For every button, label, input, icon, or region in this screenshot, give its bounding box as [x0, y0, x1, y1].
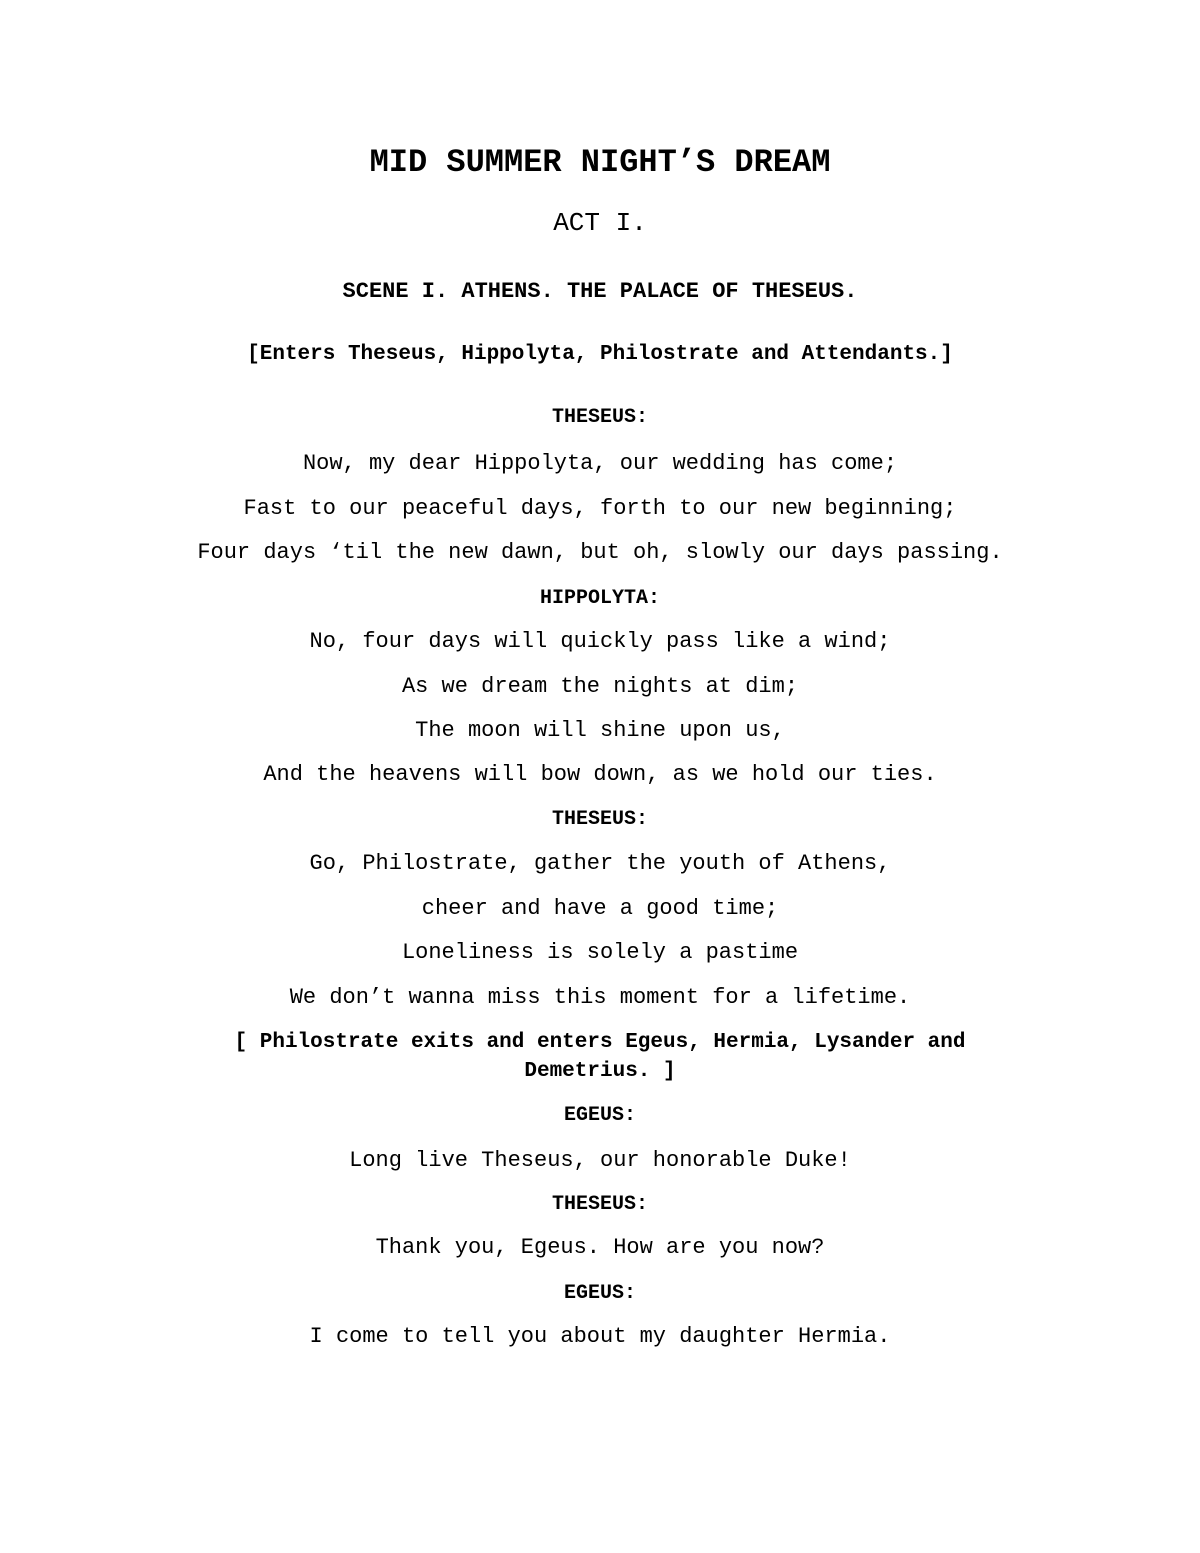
- dialogue-line: Long live Theseus, our honorable Duke!: [349, 1148, 851, 1173]
- dialogue-line: No, four days will quickly pass like a wind;: [309, 629, 891, 654]
- speaker-theseus: THESEUS:: [551, 808, 648, 831]
- dialogue-line: We don’t wanna miss this moment for a lifetime.: [289, 985, 911, 1010]
- speaker-egeus: EGEUS:: [563, 1282, 636, 1305]
- speaker-hippolyta: HIPPOLYTA:: [539, 587, 661, 610]
- dialogue-line: Now, my dear Hippolyta, our wedding has come;: [302, 451, 898, 476]
- dialogue-line: As we dream the nights at dim;: [401, 674, 799, 699]
- dialogue-line: cheer and have a good time;: [421, 896, 779, 921]
- speaker-egeus: EGEUS:: [563, 1104, 636, 1127]
- dialogue-line: The moon will shine upon us,: [415, 718, 785, 743]
- dialogue-line: Thank you, Egeus. How are you now?: [375, 1235, 825, 1260]
- scene-heading: SCENE I. ATHENS. THE PALACE OF THESEUS.: [342, 279, 858, 304]
- speaker-theseus: THESEUS:: [551, 406, 648, 429]
- dialogue-line: Fast to our peaceful days, forth to our new beginning;: [243, 496, 957, 521]
- dialogue-line: I come to tell you about my daughter Hermia.: [309, 1324, 891, 1349]
- stage-direction-exit-enter: [ Philostrate exits and enters Egeus, Hermia, Lysander and Demetrius. ]: [234, 1031, 966, 1083]
- dialogue-line: Four days ‘til the new dawn, but oh, slowly our days passing.: [197, 540, 1003, 565]
- act-heading: ACT I.: [553, 208, 647, 238]
- dialogue-line: And the heavens will bow down, as we hold our ties.: [263, 762, 937, 787]
- dialogue-line: Go, Philostrate, gather the youth of Athens,: [309, 851, 891, 876]
- stage-direction-enter: [Enters Theseus, Hippolyta, Philostrate and Attendants.]: [247, 343, 953, 366]
- dialogue-line: Loneliness is solely a pastime: [401, 940, 799, 965]
- play-title: MID SUMMER NIGHT’S DREAM: [369, 144, 831, 181]
- speaker-theseus: THESEUS:: [551, 1193, 648, 1216]
